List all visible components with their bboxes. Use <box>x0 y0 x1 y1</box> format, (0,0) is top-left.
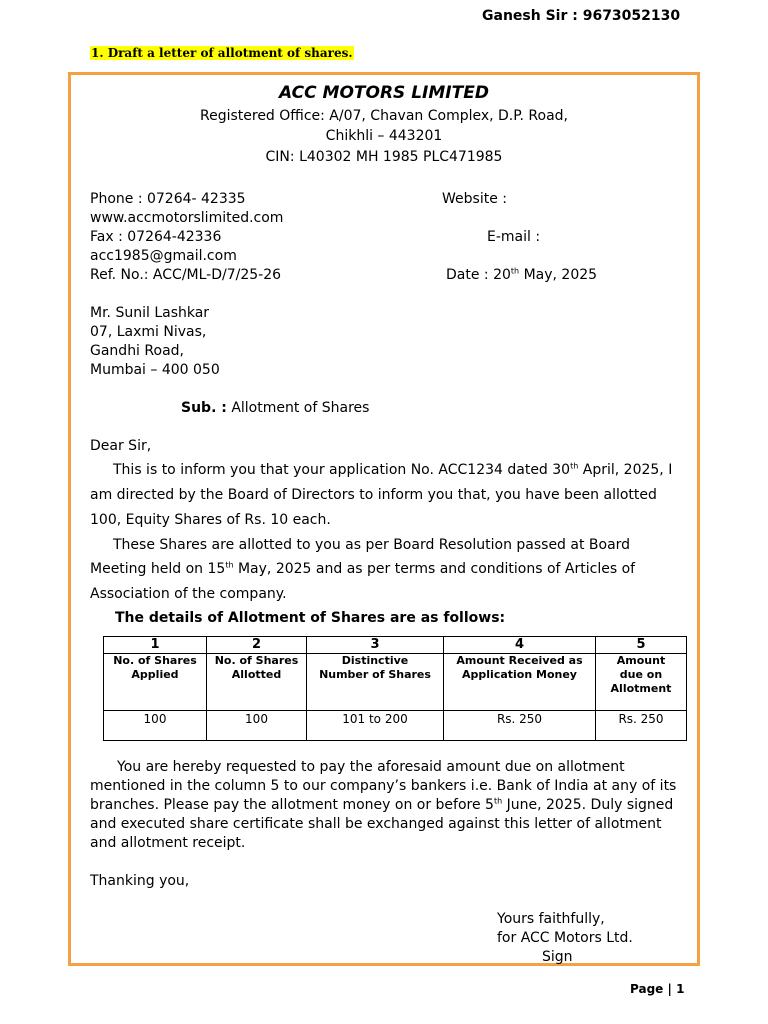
paragraph-text: This is to inform you that your application No. ACC1234 dated 30 <box>113 462 571 478</box>
header-text: No. of Shares <box>113 654 197 667</box>
subject-label: Sub. : <box>181 400 227 416</box>
allotment-table <box>103 636 687 741</box>
letter-date <box>446 267 597 283</box>
column-number: 5 <box>596 637 687 654</box>
header-text: Distinctive <box>341 654 409 667</box>
email-label: E-mail : <box>487 229 541 245</box>
table-cell: Rs. 250 <box>444 711 596 741</box>
page-separator: | <box>667 982 672 996</box>
table-cell: Rs. 250 <box>596 711 687 741</box>
page-label: Page <box>630 982 664 996</box>
paragraph-2-line <box>90 561 635 577</box>
paragraph-sup: th <box>570 461 579 471</box>
addressee-line: 07, Laxmi Nivas, <box>90 324 207 340</box>
signature-line: for ACC Motors Ltd. <box>497 930 633 946</box>
column-header <box>104 654 207 711</box>
column-header <box>307 654 444 711</box>
office-address-line1: Registered Office: A/07, Chavan Complex, D.P. Road, <box>199 108 569 124</box>
paragraph-text: June, 2025. Duly signed <box>502 797 674 813</box>
table-row <box>104 711 687 741</box>
paragraph-3-line <box>90 797 673 813</box>
office-address-line2: Chikhli – 443201 <box>325 128 443 144</box>
column-header <box>596 654 687 711</box>
table-cell: 100 <box>207 711 307 741</box>
table-header-row <box>104 654 687 711</box>
company-name: ACC MOTORS LIMITED <box>279 83 489 103</box>
paragraph-3-line: and executed share certificate shall be exchanged against this letter of allotment <box>90 816 662 832</box>
table-number-row <box>104 637 687 654</box>
header-text: Amount <box>616 654 666 667</box>
website-label: Website : <box>442 191 507 207</box>
paragraph-text: May, 2025 and as per terms and conditions of Articles of <box>233 561 636 577</box>
header-text: Allotted <box>231 668 282 681</box>
header-text: Number of Shares <box>319 668 431 681</box>
paragraph-sup: th <box>493 796 503 806</box>
question-title: 1. Draft a letter of allotment of shares. <box>91 46 353 60</box>
column-number: 3 <box>307 637 444 654</box>
addressee-name: Mr. Sunil Lashkar <box>90 305 210 321</box>
reference-number: Ref. No.: ACC/ML-D/7/25-26 <box>90 267 282 283</box>
page-number <box>630 982 684 996</box>
header-text: No. of Shares <box>214 654 299 667</box>
signature-line: Sign <box>542 949 573 965</box>
addressee-line: Mumbai – 400 050 <box>90 362 220 378</box>
header-text: Amount Received as <box>456 654 583 667</box>
paragraph-3-line: and allotment receipt. <box>90 835 246 851</box>
table-cell: 100 <box>104 711 207 741</box>
column-number: 4 <box>444 637 596 654</box>
paragraph-2-line: Association of the company. <box>90 586 287 602</box>
phone-line: Phone : 07264- 42335 <box>90 191 246 207</box>
cin-number: CIN: L40302 MH 1985 PLC471985 <box>265 149 503 165</box>
paragraph-1-line: am directed by the Board of Directors to inform you that, you have been allotted <box>90 487 657 503</box>
table-cell: 101 to 200 <box>307 711 444 741</box>
column-number: 1 <box>104 637 207 654</box>
column-number: 2 <box>207 637 307 654</box>
paragraph-1-line: 100, Equity Shares of Rs. 10 each. <box>90 512 331 528</box>
date-text-suffix: May, 2025 <box>519 267 598 283</box>
paragraph-text: April, 2025, I <box>578 462 673 478</box>
date-sup: th <box>510 266 520 276</box>
paragraph-3-line: You are hereby requested to pay the aforesaid amount due on allotment <box>117 759 625 775</box>
closing-text: Thanking you, <box>90 873 190 889</box>
date-text: Date : 20 <box>446 267 511 283</box>
header-text: Allotment <box>610 682 672 695</box>
paragraph-sup: th <box>225 560 234 570</box>
paragraph-1-line <box>113 462 672 478</box>
paragraph-text: Meeting held on 15 <box>90 561 226 577</box>
subject-text: Allotment of Shares <box>226 400 370 416</box>
header-text: due on <box>619 668 663 681</box>
paragraph-2-line: These Shares are allotted to you as per Board Resolution passed at Board <box>113 537 631 553</box>
addressee-line: Gandhi Road, <box>90 343 184 359</box>
salutation: Dear Sir, <box>90 438 152 454</box>
subject-line <box>181 400 369 416</box>
header-text: Application Money <box>462 668 577 681</box>
fax-line: Fax : 07264-42336 <box>90 229 222 245</box>
email-address: acc1985@gmail.com <box>90 248 237 264</box>
header-text: Applied <box>131 668 179 681</box>
signature-line: Yours faithfully, <box>497 911 605 927</box>
table-title: The details of Allotment of Shares are as follows: <box>115 610 506 626</box>
column-header <box>207 654 307 711</box>
header-contact: Ganesh Sir : 9673052130 <box>482 8 681 24</box>
paragraph-text: branches. Please pay the allotment money on or before 5 <box>90 797 494 813</box>
column-header <box>444 654 596 711</box>
page-number-value: 1 <box>676 982 685 996</box>
paragraph-3-line: mentioned in the column 5 to our company’s bankers i.e. Bank of India at any of its <box>90 778 677 794</box>
website-url: www.accmotorslimited.com <box>90 210 284 226</box>
